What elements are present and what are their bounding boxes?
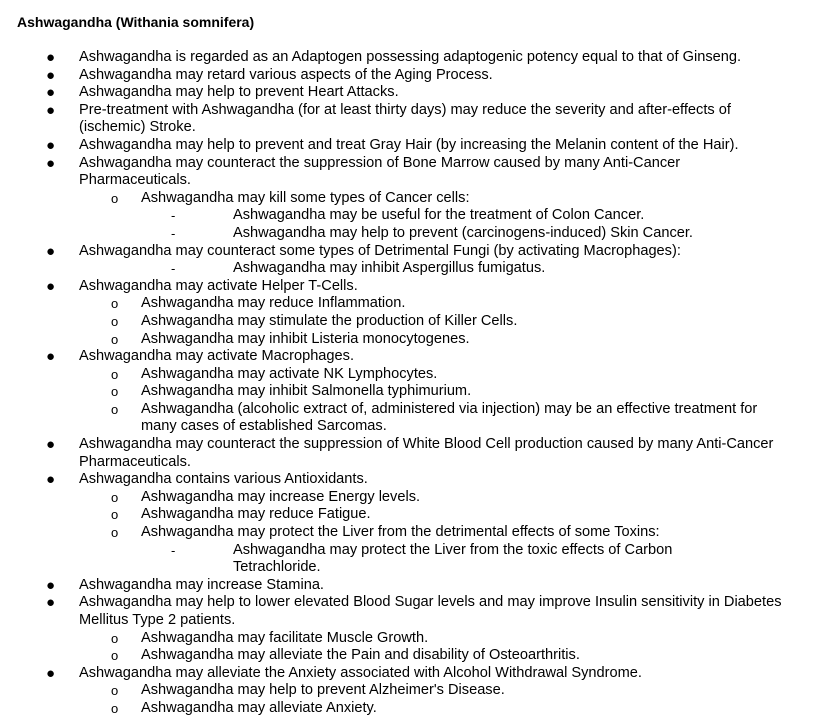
list-item xyxy=(0,577,826,595)
list-item-text: Ashwagandha may help to prevent and treat Gray Hair (by increasing the Melanin content of the Hair). xyxy=(79,136,739,153)
bullet-list xyxy=(0,49,826,718)
list-item xyxy=(0,84,826,102)
list-item xyxy=(0,295,826,313)
list-item-text: Ashwagandha may activate Helper T-Cells. xyxy=(79,277,358,294)
list-item-text: Ashwagandha may alleviate Anxiety. xyxy=(141,699,377,716)
list-item xyxy=(0,436,826,471)
bullet-dot-icon: ● xyxy=(46,66,56,84)
bullet-circle-icon: o xyxy=(111,489,119,505)
list-item xyxy=(0,630,826,648)
list-item-text: Ashwagandha may alleviate the Anxiety associated with Alcohol Withdrawal Syndrome. xyxy=(79,664,642,681)
bullet-circle-icon: o xyxy=(111,630,119,646)
list-item-text: Ashwagandha may inhibit Salmonella typhimurium. xyxy=(141,383,472,400)
list-item-text: Ashwagandha may help to lower elevated Blood Sugar levels and may improve Insulin sensitivity in Diabetes Mellitus Type 2 patients. xyxy=(79,594,782,628)
bullet-dot-icon: ● xyxy=(46,594,56,612)
bullet-dot-icon: ● xyxy=(46,49,56,66)
list-item-text: Ashwagandha may protect the Liver from the toxic effects of Carbon Tetrachloride. xyxy=(233,541,673,576)
list-item-text: Ashwagandha may increase Stamina. xyxy=(79,576,324,593)
list-item xyxy=(0,366,826,384)
bullet-circle-icon: o xyxy=(111,366,119,382)
list-item-text: Ashwagandha may help to prevent (carcinogens-induced) Skin Cancer. xyxy=(233,224,693,241)
bullet-dot-icon: ● xyxy=(46,242,56,260)
list-item-text: Ashwagandha may facilitate Muscle Growth. xyxy=(141,629,429,646)
bullet-dot-icon: ● xyxy=(46,84,56,102)
list-item-text: Ashwagandha may help to prevent Heart Attacks. xyxy=(79,84,399,101)
list-item xyxy=(0,102,826,137)
list-item-text: Ashwagandha may counteract the suppression of White Blood Cell production caused by many Anti-Cancer Pharmaceuticals. xyxy=(79,436,774,470)
list-item xyxy=(0,542,826,577)
list-item xyxy=(0,243,826,261)
bullet-circle-icon: o xyxy=(111,401,119,417)
list-item-text: Ashwagandha is regarded as an Adaptogen possessing adaptogenic potency equal to that of Ginseng. xyxy=(79,49,742,65)
list-item-text: Ashwagandha may alleviate the Pain and disability of Osteoarthritis. xyxy=(141,647,580,664)
list-item xyxy=(0,348,826,366)
list-item xyxy=(0,489,826,507)
list-item xyxy=(0,190,826,208)
bullet-dash-icon: - xyxy=(171,261,176,277)
list-item xyxy=(0,313,826,331)
bullet-circle-icon: o xyxy=(111,331,119,347)
list-item-text: Ashwagandha may inhibit Listeria monocytogenes. xyxy=(141,330,470,347)
list-item-text: Ashwagandha may kill some types of Cancer cells: xyxy=(141,189,470,206)
bullet-circle-icon: o xyxy=(111,507,119,523)
list-item xyxy=(0,225,826,243)
list-item xyxy=(0,665,826,683)
list-item-text: Ashwagandha may stimulate the production of Killer Cells. xyxy=(141,312,518,329)
bullet-circle-icon: o xyxy=(111,648,119,664)
list-item xyxy=(0,331,826,349)
list-item xyxy=(0,471,826,489)
list-item-text: Ashwagandha may counteract some types of Detrimental Fungi (by activating Macrophages): xyxy=(79,242,681,259)
list-item-text: Ashwagandha may reduce Fatigue. xyxy=(141,506,371,523)
bullet-dot-icon: ● xyxy=(46,348,56,366)
list-item-text: Ashwagandha may activate NK Lymphocytes. xyxy=(141,365,438,382)
list-item-text: Pre-treatment with Ashwagandha (for at least thirty days) may reduce the severity and after-effects of (ischemic) Stroke. xyxy=(79,101,731,136)
list-item xyxy=(0,67,826,85)
list-item xyxy=(0,155,826,190)
list-item xyxy=(0,383,826,401)
bullet-circle-icon: o xyxy=(111,296,119,312)
list-item xyxy=(0,682,826,700)
list-item xyxy=(0,401,826,436)
list-item xyxy=(0,700,826,718)
list-item xyxy=(0,260,826,278)
bullet-dot-icon: ● xyxy=(46,136,56,154)
bullet-dash-icon: - xyxy=(171,208,176,224)
bullet-circle-icon: o xyxy=(111,313,119,329)
list-item-text: Ashwagandha may reduce Inflammation. xyxy=(141,295,406,312)
bullet-dot-icon: ● xyxy=(46,471,56,489)
list-item xyxy=(0,594,826,629)
bullet-circle-icon: o xyxy=(111,525,119,541)
list-item-text: Ashwagandha may increase Energy levels. xyxy=(141,488,421,505)
bullet-circle-icon: o xyxy=(111,683,119,699)
list-item xyxy=(0,506,826,524)
bullet-circle-icon: o xyxy=(111,700,119,716)
list-item xyxy=(0,207,826,225)
bullet-dot-icon: ● xyxy=(46,664,56,682)
bullet-dot-icon: ● xyxy=(46,101,56,119)
list-item-text: Ashwagandha may inhibit Aspergillus fumigatus. xyxy=(233,260,546,277)
list-item-text: Ashwagandha may help to prevent Alzheimer's Disease. xyxy=(141,682,505,699)
bullet-dash-icon: - xyxy=(171,542,176,558)
bullet-dot-icon: ● xyxy=(46,277,56,295)
bullet-dot-icon: ● xyxy=(46,154,56,172)
list-item-text: Ashwagandha (alcoholic extract of, administered via injection) may be an effective treatment for many cases of established Sarcomas. xyxy=(141,400,758,435)
bullet-circle-icon: o xyxy=(111,190,119,206)
list-item xyxy=(0,137,826,155)
bullet-dash-icon: - xyxy=(171,225,176,241)
list-item-text: Ashwagandha may retard various aspects of the Aging Process. xyxy=(79,66,493,83)
list-item-text: Ashwagandha may counteract the suppression of Bone Marrow caused by many Anti-Cancer Pharmaceuticals. xyxy=(79,154,681,189)
list-item-text: Ashwagandha may protect the Liver from the detrimental effects of some Toxins: xyxy=(141,524,660,541)
document-title: Ashwagandha (Withania somnifera) xyxy=(17,14,255,30)
list-item-text: Ashwagandha may activate Macrophages. xyxy=(79,348,355,365)
bullet-dot-icon: ● xyxy=(46,576,56,594)
list-item xyxy=(0,647,826,665)
list-item xyxy=(0,278,826,296)
list-item-text: Ashwagandha contains various Antioxidants. xyxy=(79,471,368,488)
bullet-dot-icon: ● xyxy=(46,436,56,454)
bullet-circle-icon: o xyxy=(111,384,119,400)
list-item xyxy=(0,524,826,542)
list-item xyxy=(0,49,826,67)
list-item-text: Ashwagandha may be useful for the treatment of Colon Cancer. xyxy=(233,207,645,224)
